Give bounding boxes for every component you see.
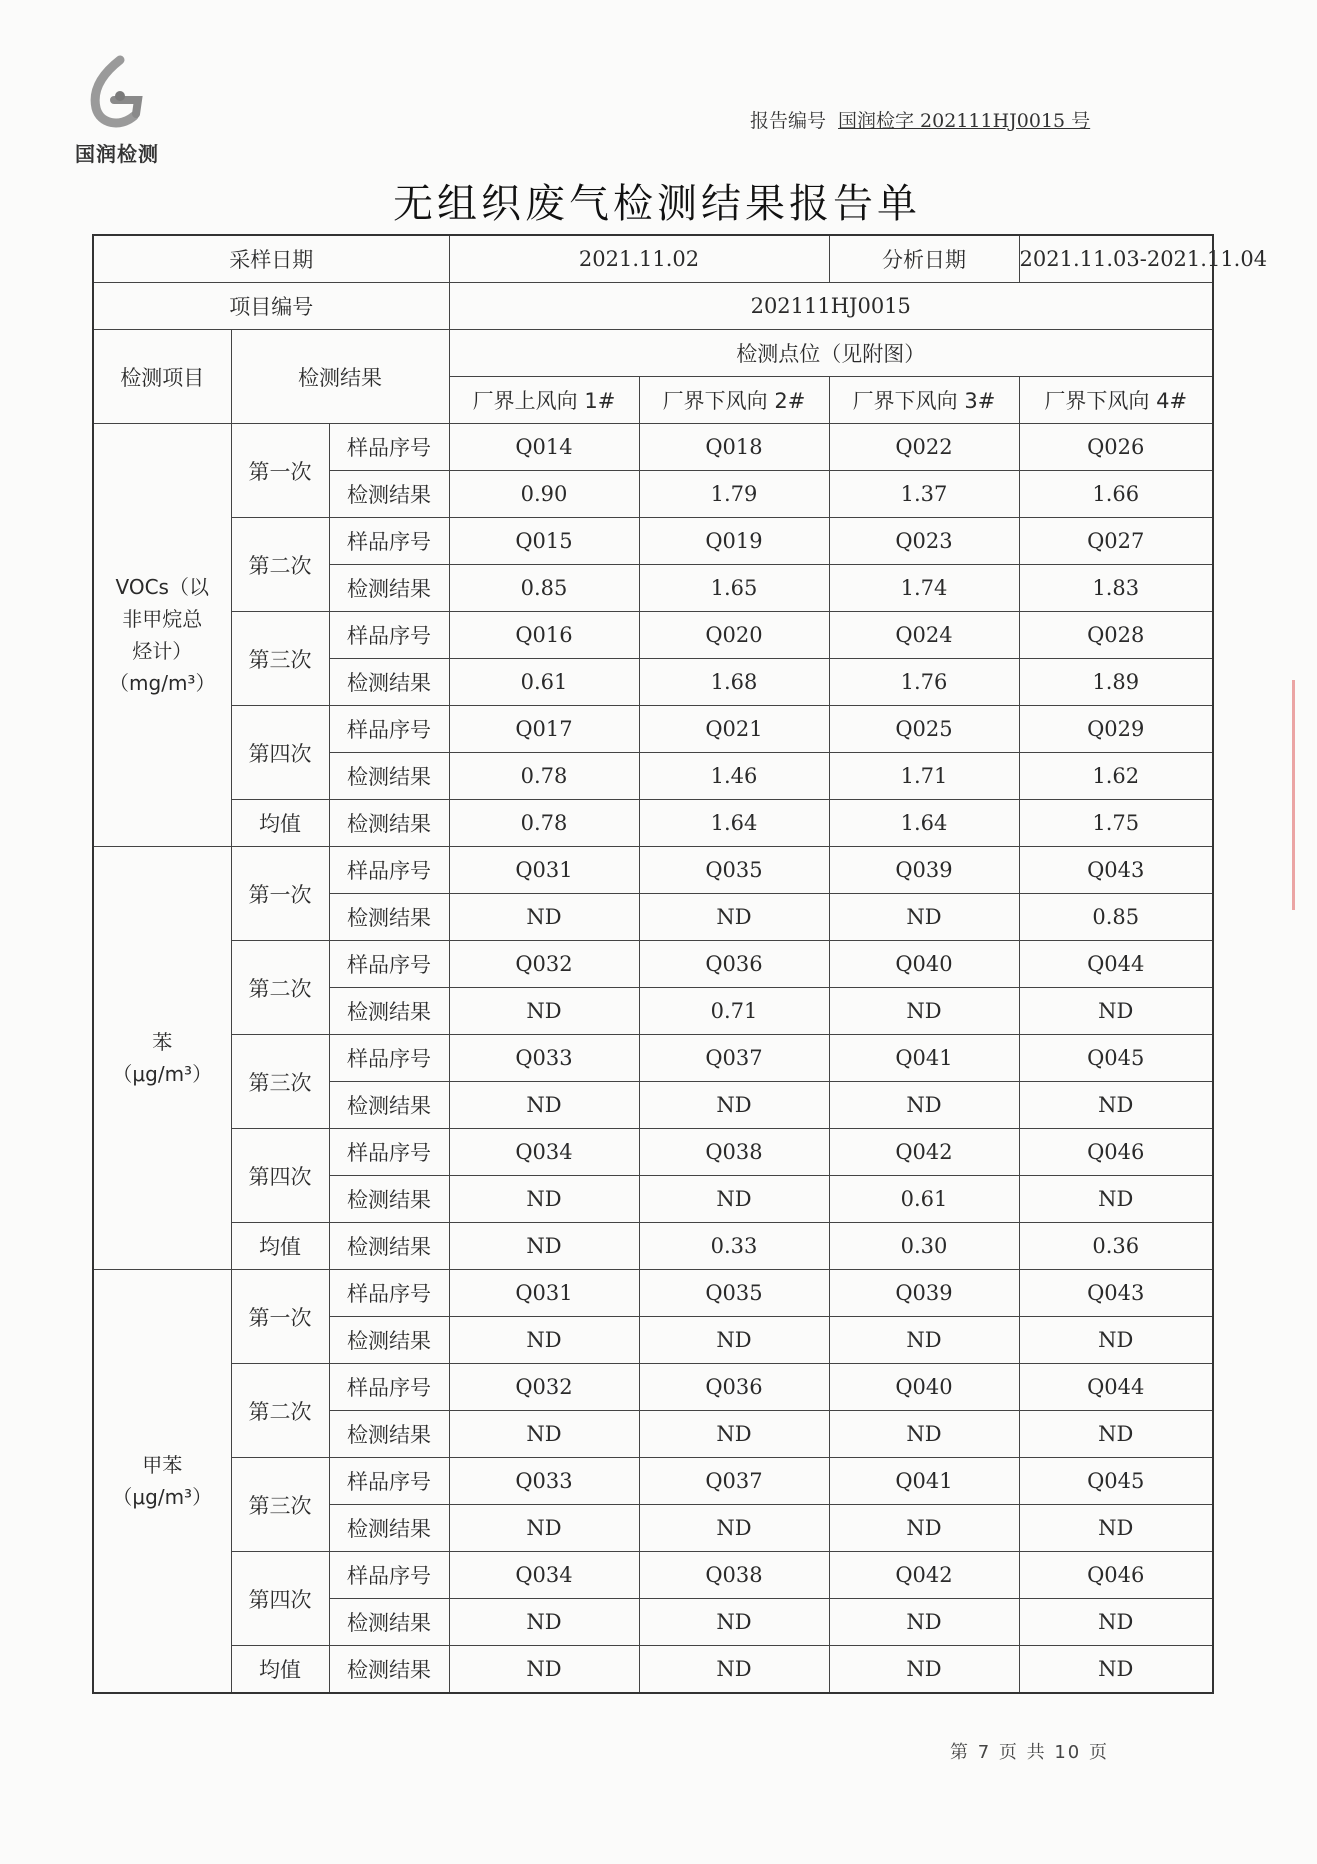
sampling-date-value: 2021.11.02 bbox=[449, 235, 829, 283]
result-cell: 0.61 bbox=[449, 659, 639, 706]
sample-no-label: 样品序号 bbox=[329, 1270, 449, 1317]
company-logo bbox=[58, 56, 168, 166]
mean-cell: ND bbox=[639, 1646, 829, 1694]
sample-no-label: 样品序号 bbox=[329, 847, 449, 894]
result-cell: 1.71 bbox=[829, 753, 1019, 800]
mean-cell: 1.75 bbox=[1019, 800, 1213, 847]
round-label: 第一次 bbox=[231, 847, 329, 941]
red-seal-edge bbox=[1292, 680, 1317, 910]
item-name-line: 甲苯 bbox=[142, 1453, 183, 1477]
table-row bbox=[93, 1270, 1213, 1317]
table-row bbox=[93, 1364, 1213, 1411]
result-cell: 1.89 bbox=[1019, 659, 1213, 706]
sample-no-cell: Q020 bbox=[639, 612, 829, 659]
table-row bbox=[93, 518, 1213, 565]
sample-no-cell: Q039 bbox=[829, 1270, 1019, 1317]
item-name bbox=[93, 1270, 231, 1694]
round-label: 第二次 bbox=[231, 518, 329, 612]
item-name-line: 苯 bbox=[152, 1030, 173, 1054]
result-cell: 0.78 bbox=[449, 753, 639, 800]
result-cell: ND bbox=[449, 1317, 639, 1364]
result-cell: ND bbox=[639, 1505, 829, 1552]
sampling-date-label: 采样日期 bbox=[93, 235, 449, 283]
result-label: 检测结果 bbox=[329, 1599, 449, 1646]
mean-cell: 0.30 bbox=[829, 1223, 1019, 1270]
report-number-value: 国润检字 202111HJ0015 号 bbox=[838, 110, 1091, 132]
round-label: 第二次 bbox=[231, 941, 329, 1035]
result-cell: ND bbox=[449, 988, 639, 1035]
sample-no-cell: Q037 bbox=[639, 1035, 829, 1082]
meta-row-project bbox=[93, 283, 1213, 330]
result-cell: 0.85 bbox=[1019, 894, 1213, 941]
sample-no-cell: Q039 bbox=[829, 847, 1019, 894]
sample-no-cell: Q023 bbox=[829, 518, 1019, 565]
result-label: 检测结果 bbox=[329, 1176, 449, 1223]
mean-row bbox=[93, 1223, 1213, 1270]
sample-no-cell: Q032 bbox=[449, 941, 639, 988]
result-label: 检测结果 bbox=[329, 1646, 449, 1694]
sample-no-cell: Q033 bbox=[449, 1035, 639, 1082]
result-cell: ND bbox=[1019, 1599, 1213, 1646]
sample-no-cell: Q016 bbox=[449, 612, 639, 659]
result-label: 检测结果 bbox=[329, 1223, 449, 1270]
sample-no-cell: Q029 bbox=[1019, 706, 1213, 753]
mean-row bbox=[93, 1646, 1213, 1694]
round-label: 第一次 bbox=[231, 1270, 329, 1364]
sample-no-cell: Q046 bbox=[1019, 1129, 1213, 1176]
result-cell: ND bbox=[449, 1082, 639, 1129]
table-row bbox=[93, 424, 1213, 471]
mean-cell: ND bbox=[449, 1646, 639, 1694]
mean-cell: 1.64 bbox=[829, 800, 1019, 847]
mean-cell: 0.36 bbox=[1019, 1223, 1213, 1270]
table-row bbox=[93, 1458, 1213, 1505]
result-cell: ND bbox=[1019, 1082, 1213, 1129]
result-label: 检测结果 bbox=[329, 800, 449, 847]
table-row bbox=[93, 706, 1213, 753]
round-label: 第一次 bbox=[231, 424, 329, 518]
analysis-date-label: 分析日期 bbox=[829, 235, 1019, 283]
sample-no-cell: Q041 bbox=[829, 1458, 1019, 1505]
sample-no-cell: Q040 bbox=[829, 1364, 1019, 1411]
sample-no-cell: Q024 bbox=[829, 612, 1019, 659]
header-item: 检测项目 bbox=[93, 330, 231, 424]
sample-no-cell: Q036 bbox=[639, 1364, 829, 1411]
result-cell: ND bbox=[829, 988, 1019, 1035]
result-cell: ND bbox=[829, 1599, 1019, 1646]
result-cell: ND bbox=[449, 1505, 639, 1552]
sample-no-cell: Q035 bbox=[639, 847, 829, 894]
item-name-line: （μg/m³） bbox=[112, 1485, 213, 1509]
mean-label: 均值 bbox=[231, 1646, 329, 1694]
table-row bbox=[93, 1129, 1213, 1176]
sample-no-label: 样品序号 bbox=[329, 1129, 449, 1176]
mean-cell: ND bbox=[1019, 1646, 1213, 1694]
sample-no-cell: Q033 bbox=[449, 1458, 639, 1505]
result-label: 检测结果 bbox=[329, 988, 449, 1035]
sample-no-cell: Q042 bbox=[829, 1552, 1019, 1599]
project-no-label: 项目编号 bbox=[93, 283, 449, 330]
result-cell: 1.74 bbox=[829, 565, 1019, 612]
results-table bbox=[92, 234, 1268, 1694]
item-name-line: （μg/m³） bbox=[112, 1062, 213, 1086]
result-cell: 1.66 bbox=[1019, 471, 1213, 518]
mean-row bbox=[93, 800, 1213, 847]
sample-no-label: 样品序号 bbox=[329, 1364, 449, 1411]
sample-no-label: 样品序号 bbox=[329, 612, 449, 659]
mean-label: 均值 bbox=[231, 800, 329, 847]
sample-no-cell: Q018 bbox=[639, 424, 829, 471]
sample-no-label: 样品序号 bbox=[329, 518, 449, 565]
point-name: 厂界上风向 1# bbox=[449, 377, 639, 424]
mean-cell: 0.33 bbox=[639, 1223, 829, 1270]
mean-label: 均值 bbox=[231, 1223, 329, 1270]
sample-no-cell: Q035 bbox=[639, 1270, 829, 1317]
result-cell: ND bbox=[639, 1317, 829, 1364]
result-label: 检测结果 bbox=[329, 1411, 449, 1458]
result-cell: 1.46 bbox=[639, 753, 829, 800]
result-label: 检测结果 bbox=[329, 1505, 449, 1552]
sample-no-cell: Q034 bbox=[449, 1129, 639, 1176]
sample-no-cell: Q019 bbox=[639, 518, 829, 565]
result-cell: ND bbox=[829, 1505, 1019, 1552]
sample-no-label: 样品序号 bbox=[329, 706, 449, 753]
result-cell: ND bbox=[639, 1082, 829, 1129]
mean-cell: 0.78 bbox=[449, 800, 639, 847]
sample-no-cell: Q025 bbox=[829, 706, 1019, 753]
item-name-line: 非甲烷总 bbox=[122, 607, 203, 631]
logo-text: 国润检测 bbox=[75, 142, 159, 166]
round-label: 第四次 bbox=[231, 1552, 329, 1646]
point-name: 厂界下风向 2# bbox=[639, 377, 829, 424]
sample-no-cell: Q044 bbox=[1019, 941, 1213, 988]
sample-no-cell: Q022 bbox=[829, 424, 1019, 471]
sample-no-cell: Q015 bbox=[449, 518, 639, 565]
result-label: 检测结果 bbox=[329, 565, 449, 612]
result-cell: ND bbox=[829, 894, 1019, 941]
sample-no-label: 样品序号 bbox=[329, 1458, 449, 1505]
sample-no-cell: Q017 bbox=[449, 706, 639, 753]
report-number-label: 报告编号 bbox=[750, 110, 827, 132]
result-cell: ND bbox=[1019, 1317, 1213, 1364]
round-label: 第三次 bbox=[231, 612, 329, 706]
point-name: 厂界下风向 4# bbox=[1019, 377, 1213, 424]
result-cell: 1.79 bbox=[639, 471, 829, 518]
sample-no-cell: Q026 bbox=[1019, 424, 1213, 471]
analysis-date-value: 2021.11.03-2021.11.04 bbox=[1019, 235, 1213, 283]
table-row bbox=[93, 941, 1213, 988]
result-cell: ND bbox=[449, 894, 639, 941]
sample-no-cell: Q036 bbox=[639, 941, 829, 988]
round-label: 第三次 bbox=[231, 1035, 329, 1129]
sample-no-cell: Q021 bbox=[639, 706, 829, 753]
result-cell: 0.85 bbox=[449, 565, 639, 612]
result-label: 检测结果 bbox=[329, 659, 449, 706]
sample-no-cell: Q028 bbox=[1019, 612, 1213, 659]
result-cell: ND bbox=[449, 1411, 639, 1458]
sample-no-cell: Q045 bbox=[1019, 1458, 1213, 1505]
result-cell: ND bbox=[639, 1176, 829, 1223]
sample-no-cell: Q014 bbox=[449, 424, 639, 471]
sample-no-cell: Q042 bbox=[829, 1129, 1019, 1176]
sample-no-cell: Q045 bbox=[1019, 1035, 1213, 1082]
round-label: 第三次 bbox=[231, 1458, 329, 1552]
result-cell: ND bbox=[1019, 1411, 1213, 1458]
sample-no-cell: Q038 bbox=[639, 1129, 829, 1176]
item-name-line: （mg/m³） bbox=[109, 671, 216, 695]
result-cell: 1.62 bbox=[1019, 753, 1213, 800]
mean-cell: 1.64 bbox=[639, 800, 829, 847]
sample-no-cell: Q044 bbox=[1019, 1364, 1213, 1411]
result-cell: 0.90 bbox=[449, 471, 639, 518]
table-row bbox=[93, 612, 1213, 659]
sample-no-cell: Q032 bbox=[449, 1364, 639, 1411]
header-points: 检测点位（见附图） bbox=[449, 330, 1213, 377]
meta-row-dates bbox=[93, 235, 1213, 283]
sample-no-cell: Q031 bbox=[449, 1270, 639, 1317]
table-row bbox=[93, 1552, 1213, 1599]
result-cell: ND bbox=[1019, 1176, 1213, 1223]
round-label: 第四次 bbox=[231, 706, 329, 800]
header-row-1 bbox=[93, 330, 1213, 377]
result-label: 检测结果 bbox=[329, 753, 449, 800]
header-result: 检测结果 bbox=[231, 330, 449, 424]
result-label: 检测结果 bbox=[329, 894, 449, 941]
result-cell: ND bbox=[829, 1411, 1019, 1458]
item-name bbox=[93, 847, 231, 1270]
sample-no-label: 样品序号 bbox=[329, 941, 449, 988]
result-label: 检测结果 bbox=[329, 1082, 449, 1129]
result-cell: ND bbox=[829, 1317, 1019, 1364]
round-label: 第四次 bbox=[231, 1129, 329, 1223]
result-cell: 1.68 bbox=[639, 659, 829, 706]
result-cell: ND bbox=[1019, 1505, 1213, 1552]
result-cell: 1.76 bbox=[829, 659, 1019, 706]
result-label: 检测结果 bbox=[329, 471, 449, 518]
result-cell: ND bbox=[449, 1599, 639, 1646]
sample-no-cell: Q034 bbox=[449, 1552, 639, 1599]
mean-cell: ND bbox=[449, 1223, 639, 1270]
sample-no-label: 样品序号 bbox=[329, 1035, 449, 1082]
item-name-line: VOCs（以 bbox=[115, 575, 209, 599]
sample-no-label: 样品序号 bbox=[329, 1552, 449, 1599]
sample-no-cell: Q043 bbox=[1019, 1270, 1213, 1317]
sample-no-label: 样品序号 bbox=[329, 424, 449, 471]
round-label: 第二次 bbox=[231, 1364, 329, 1458]
item-name-line: 烃计） bbox=[132, 639, 193, 663]
sample-no-cell: Q043 bbox=[1019, 847, 1213, 894]
sample-no-cell: Q046 bbox=[1019, 1552, 1213, 1599]
result-cell: 1.83 bbox=[1019, 565, 1213, 612]
page-number: 第 7 页 共 10 页 bbox=[950, 1742, 1109, 1763]
report-number bbox=[750, 106, 1090, 133]
sample-no-cell: Q031 bbox=[449, 847, 639, 894]
result-cell: 0.71 bbox=[639, 988, 829, 1035]
result-cell: 1.65 bbox=[639, 565, 829, 612]
point-name: 厂界下风向 3# bbox=[829, 377, 1019, 424]
result-cell: ND bbox=[639, 1599, 829, 1646]
result-cell: 0.61 bbox=[829, 1176, 1019, 1223]
sample-no-cell: Q041 bbox=[829, 1035, 1019, 1082]
result-cell: ND bbox=[639, 1411, 829, 1458]
sample-no-cell: Q027 bbox=[1019, 518, 1213, 565]
result-cell: ND bbox=[639, 894, 829, 941]
result-label: 检测结果 bbox=[329, 1317, 449, 1364]
sample-no-cell: Q037 bbox=[639, 1458, 829, 1505]
sample-no-cell: Q038 bbox=[639, 1552, 829, 1599]
project-no-value: 202111HJ0015 bbox=[449, 283, 1213, 330]
result-cell: ND bbox=[1019, 988, 1213, 1035]
table-row bbox=[93, 1035, 1213, 1082]
mean-cell: ND bbox=[829, 1646, 1019, 1694]
table-row bbox=[93, 847, 1213, 894]
sample-no-cell: Q040 bbox=[829, 941, 1019, 988]
result-cell: 1.37 bbox=[829, 471, 1019, 518]
result-cell: ND bbox=[449, 1176, 639, 1223]
logo-mark-icon bbox=[80, 56, 150, 132]
item-name bbox=[93, 424, 231, 847]
result-cell: ND bbox=[829, 1082, 1019, 1129]
page-title: 无组织废气检测结果报告单 bbox=[393, 181, 921, 227]
